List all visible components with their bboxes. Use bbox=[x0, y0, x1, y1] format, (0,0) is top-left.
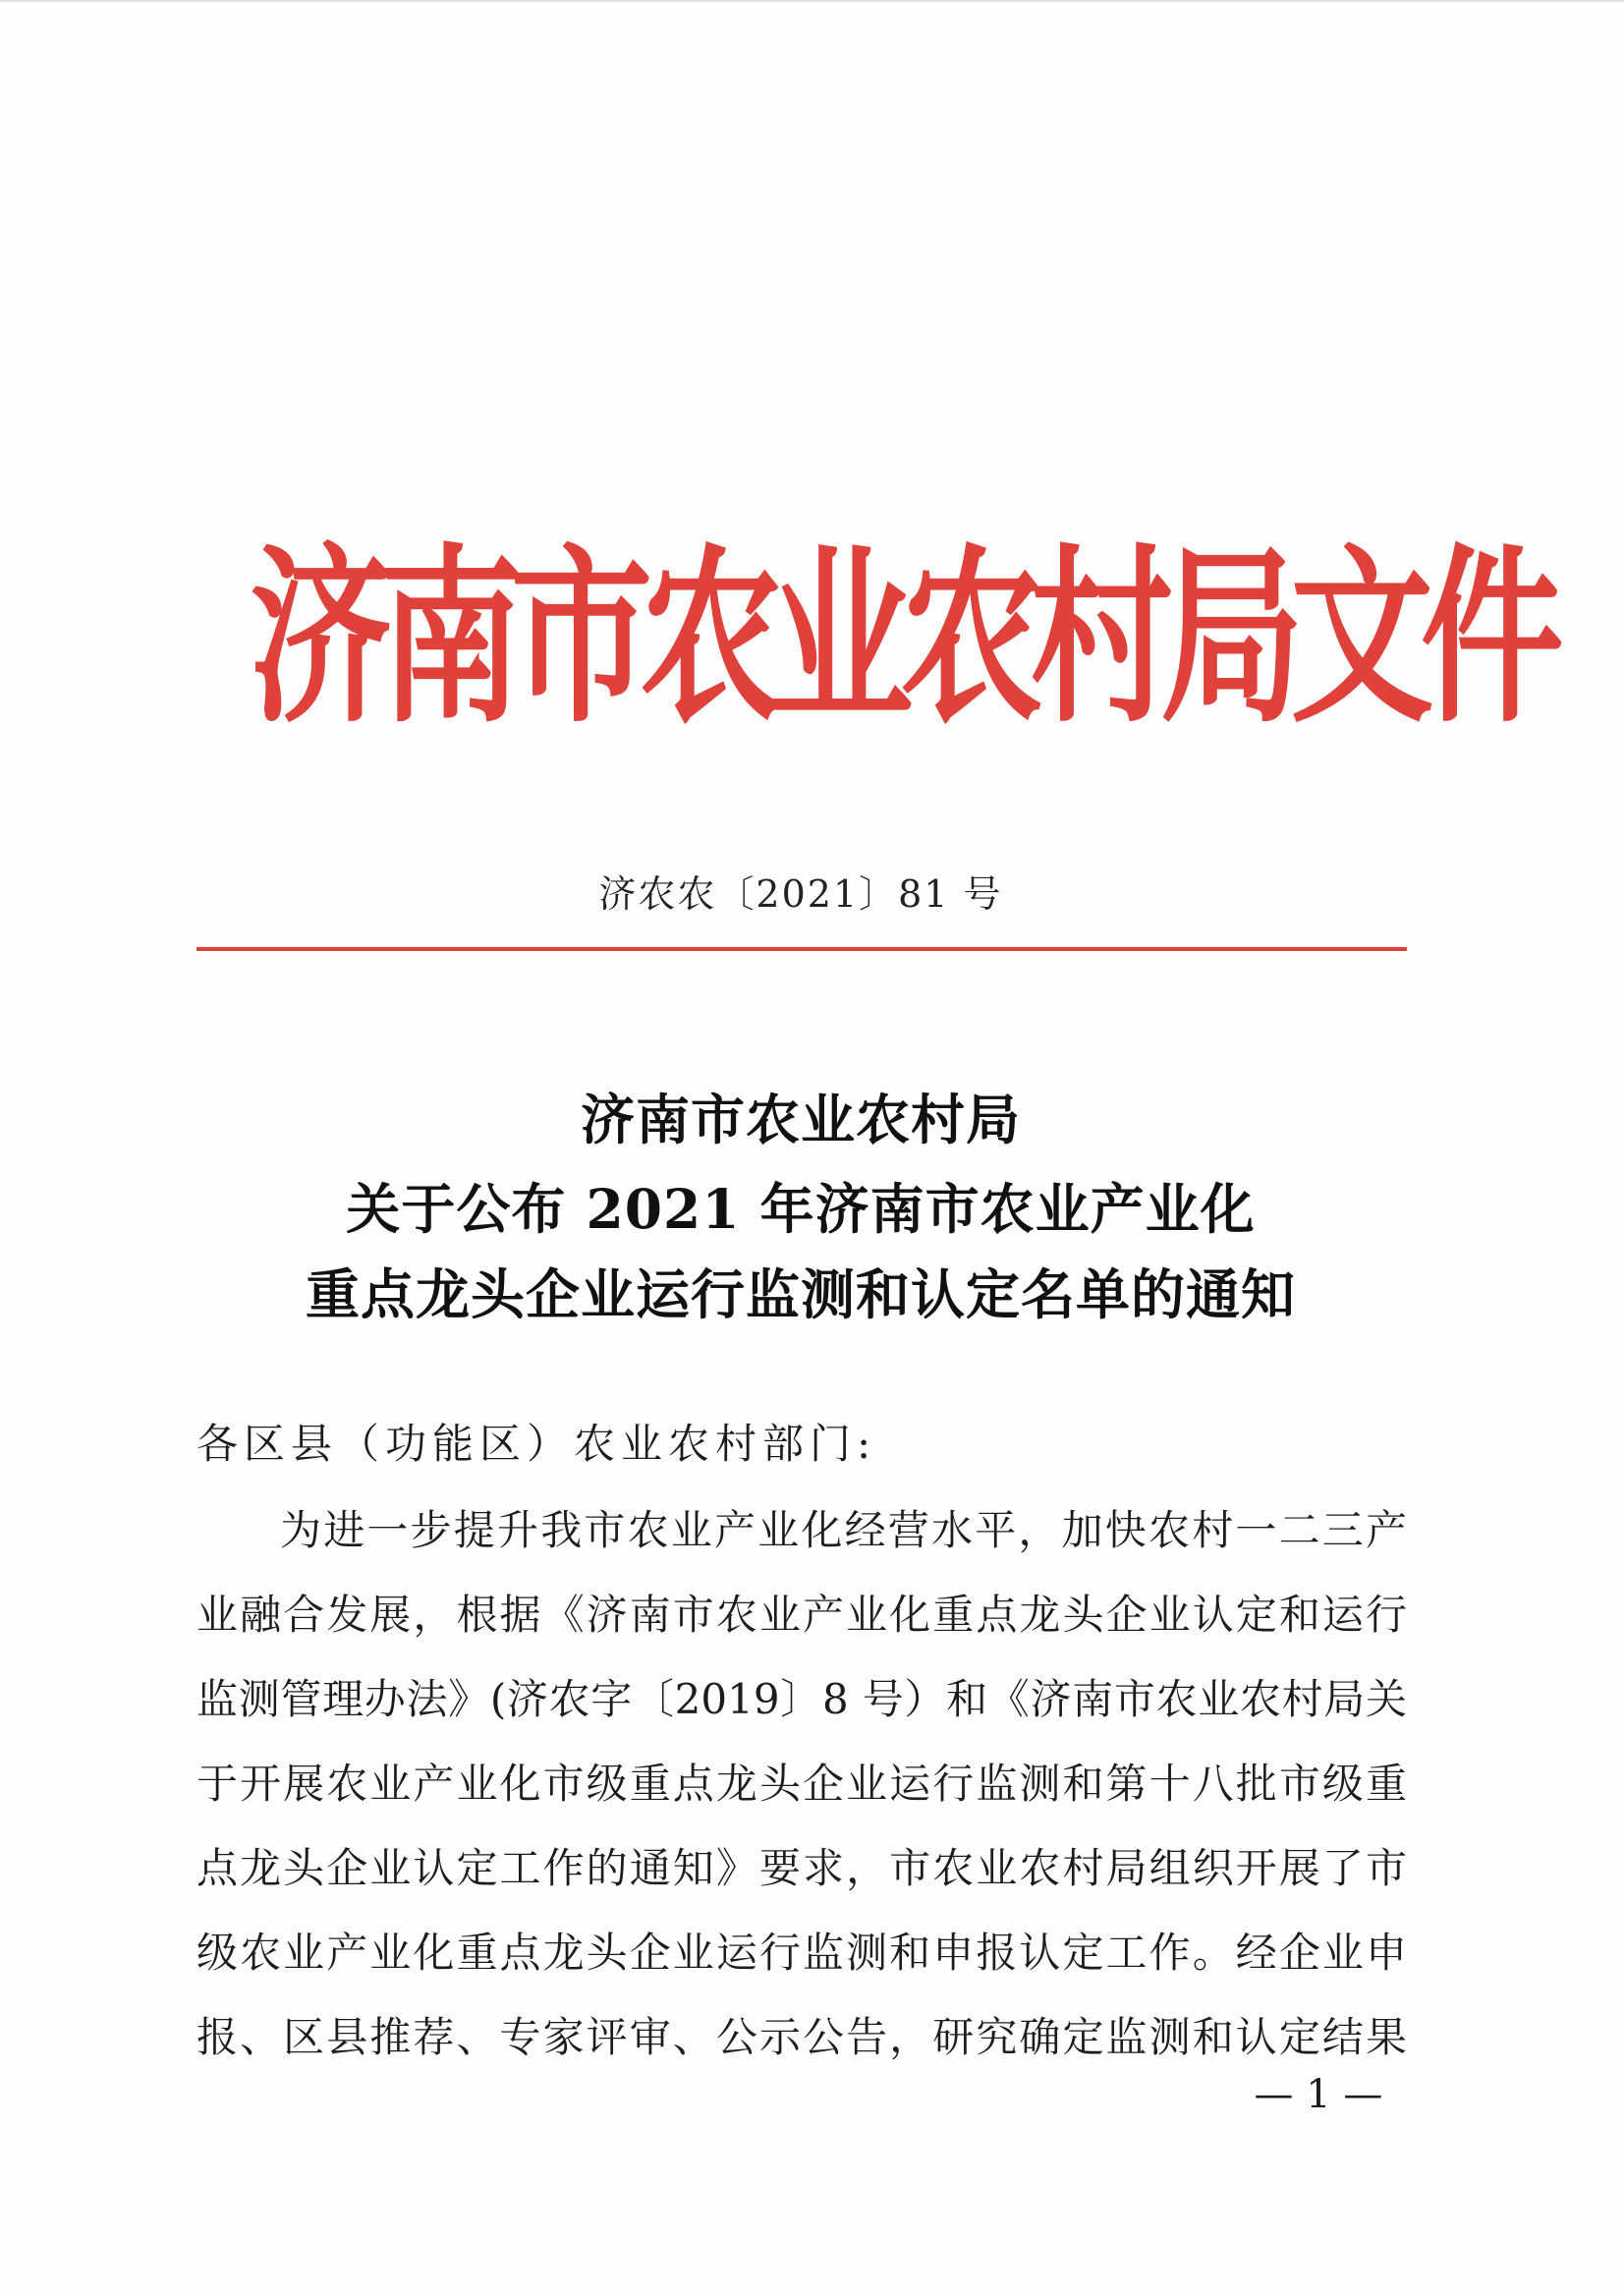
body-line: 业融合发展，根据《济南市农业产业化重点龙头企业认定和运行 bbox=[196, 1591, 1407, 1639]
body-line: 级农业产业化重点龙头企业运行监测和申报认定工作。经企业申 bbox=[196, 1929, 1407, 1977]
body-line: 监测管理办法》(济农字〔2019〕8 号）和《济南市农业农村局关 bbox=[196, 1675, 1407, 1723]
body-line: 为进一步提升我市农业产业化经营水平，加快农村一二三产 bbox=[280, 1506, 1407, 1554]
document-number: 济农农〔2021〕81 号 bbox=[598, 872, 1003, 916]
notice-title-line-3: 重点龙头企业运行监测和认定名单的通知 bbox=[305, 1262, 1296, 1326]
masthead-title: 济南市农业农村局文件 bbox=[249, 527, 1551, 750]
red-divider-line bbox=[196, 947, 1407, 951]
notice-title-line-1: 济南市农业农村局 bbox=[580, 1088, 1021, 1151]
body-line: 报、区县推荐、专家评审、公示公告，研究确定监测和认定结果 bbox=[196, 2013, 1407, 2061]
body-line: 点龙头企业认定工作的通知》要求，市农业农村局组织开展了市 bbox=[196, 1844, 1407, 1892]
body-line: 于开展农业产业化市级重点龙头企业运行监测和第十八批市级重 bbox=[196, 1760, 1407, 1808]
scan-edge-shadow bbox=[0, 0, 1624, 3]
page-number: — 1 — bbox=[1254, 2072, 1383, 2117]
notice-title-line-2: 关于公布 2021 年济南市农业产业化 bbox=[346, 1177, 1256, 1241]
salutation: 各区县（功能区）农业农村部门: bbox=[196, 1420, 877, 1468]
